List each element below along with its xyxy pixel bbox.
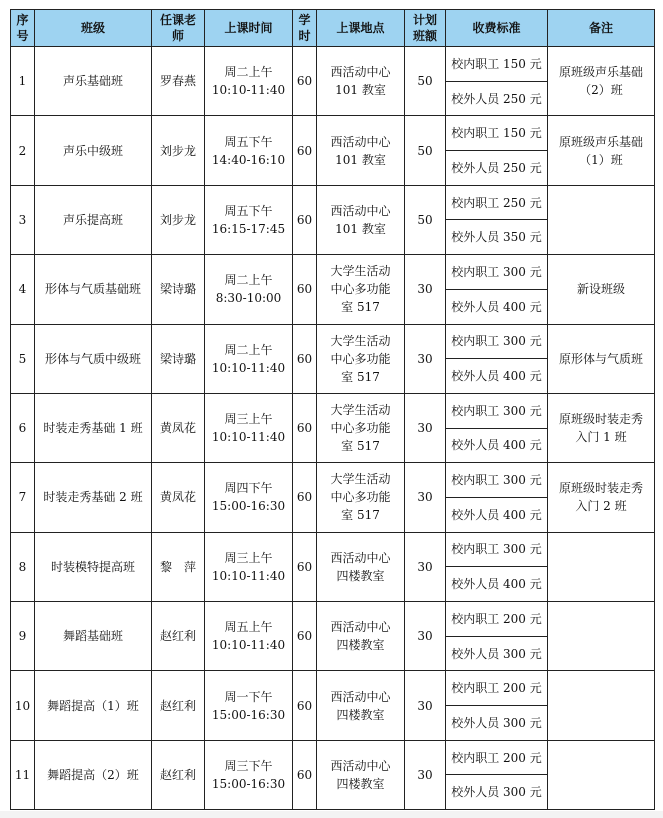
cell-time: 周三上午 10:10-11:40 <box>205 532 293 601</box>
cell-class-name: 舞蹈基础班 <box>35 602 152 671</box>
cell-fee-internal: 校内职工 300 元 <box>446 324 548 359</box>
cell-fee-external: 校外人员 250 元 <box>446 81 548 116</box>
cell-index: 1 <box>11 47 35 116</box>
cell-hours: 60 <box>293 740 317 809</box>
cell-hours: 60 <box>293 255 317 324</box>
cell-location: 西活动中心 四楼教室 <box>317 602 405 671</box>
cell-location: 大学生活动 中心多功能 室 517 <box>317 255 405 324</box>
cell-class-name: 舞蹈提高（2）班 <box>35 740 152 809</box>
cell-quota: 30 <box>405 393 446 462</box>
cell-quota: 30 <box>405 255 446 324</box>
table-row <box>11 463 655 498</box>
cell-quota: 50 <box>405 47 446 116</box>
header-time: 上课时间 <box>205 10 293 47</box>
cell-index: 2 <box>11 116 35 185</box>
cell-remark: 新设班级 <box>548 255 655 324</box>
cell-fee-external: 校外人员 350 元 <box>446 220 548 255</box>
cell-teacher: 赵红利 <box>152 740 205 809</box>
cell-remark: 原形体与气质班 <box>548 324 655 393</box>
cell-index: 10 <box>11 671 35 740</box>
cell-remark: 原班级时装走秀入门 2 班 <box>548 463 655 532</box>
page-bottom-strip <box>0 811 663 818</box>
class-schedule-table <box>10 9 655 810</box>
cell-fee-internal: 校内职工 300 元 <box>446 255 548 290</box>
cell-location: 西活动中心 四楼教室 <box>317 671 405 740</box>
cell-remark <box>548 185 655 254</box>
cell-index: 5 <box>11 324 35 393</box>
cell-fee-external: 校外人员 300 元 <box>446 636 548 671</box>
header-class-name: 班级 <box>35 10 152 47</box>
cell-index: 8 <box>11 532 35 601</box>
cell-teacher: 刘步龙 <box>152 185 205 254</box>
cell-remark: 原班级声乐基础（1）班 <box>548 116 655 185</box>
cell-teacher: 黄凤花 <box>152 463 205 532</box>
cell-class-name: 时装走秀基础 1 班 <box>35 393 152 462</box>
header-hours: 学时 <box>293 10 317 47</box>
header-teacher: 任课老师 <box>152 10 205 47</box>
cell-fee-external: 校外人员 400 元 <box>446 289 548 324</box>
cell-remark: 原班级声乐基础（2）班 <box>548 47 655 116</box>
cell-class-name: 舞蹈提高（1）班 <box>35 671 152 740</box>
table-row <box>11 393 655 428</box>
cell-index: 4 <box>11 255 35 324</box>
cell-remark <box>548 671 655 740</box>
cell-teacher: 黎 萍 <box>152 532 205 601</box>
cell-time: 周二上午 10:10-11:40 <box>205 324 293 393</box>
cell-remark <box>548 740 655 809</box>
cell-teacher: 赵红利 <box>152 602 205 671</box>
cell-hours: 60 <box>293 532 317 601</box>
cell-remark <box>548 602 655 671</box>
cell-quota: 30 <box>405 602 446 671</box>
header-remark: 备注 <box>548 10 655 47</box>
header-index: 序号 <box>11 10 35 47</box>
table-row <box>11 47 655 82</box>
table-row <box>11 255 655 290</box>
cell-time: 周二上午 10:10-11:40 <box>205 47 293 116</box>
cell-hours: 60 <box>293 47 317 116</box>
header-row <box>11 10 655 47</box>
cell-quota: 30 <box>405 463 446 532</box>
cell-class-name: 时装模特提高班 <box>35 532 152 601</box>
table-row <box>11 602 655 637</box>
cell-quota: 30 <box>405 671 446 740</box>
cell-class-name: 声乐提高班 <box>35 185 152 254</box>
cell-fee-external: 校外人员 300 元 <box>446 706 548 741</box>
cell-fee-internal: 校内职工 150 元 <box>446 47 548 82</box>
cell-fee-internal: 校内职工 200 元 <box>446 602 548 637</box>
cell-fee-external: 校外人员 400 元 <box>446 567 548 602</box>
cell-fee-external: 校外人员 300 元 <box>446 775 548 810</box>
cell-quota: 50 <box>405 185 446 254</box>
cell-fee-internal: 校内职工 250 元 <box>446 185 548 220</box>
cell-time: 周五下午 14:40-16:10 <box>205 116 293 185</box>
cell-fee-internal: 校内职工 300 元 <box>446 532 548 567</box>
cell-fee-external: 校外人员 400 元 <box>446 497 548 532</box>
cell-fee-internal: 校内职工 150 元 <box>446 116 548 151</box>
table-body <box>11 47 655 810</box>
cell-class-name: 形体与气质中级班 <box>35 324 152 393</box>
cell-remark <box>548 532 655 601</box>
header-quota: 计划班额 <box>405 10 446 47</box>
cell-teacher: 赵红利 <box>152 671 205 740</box>
cell-quota: 30 <box>405 532 446 601</box>
cell-remark: 原班级时装走秀入门 1 班 <box>548 393 655 462</box>
table-row <box>11 740 655 775</box>
cell-index: 11 <box>11 740 35 809</box>
cell-class-name: 时装走秀基础 2 班 <box>35 463 152 532</box>
cell-time: 周三上午 10:10-11:40 <box>205 393 293 462</box>
cell-hours: 60 <box>293 393 317 462</box>
cell-hours: 60 <box>293 671 317 740</box>
cell-location: 西活动中心 101 教室 <box>317 47 405 116</box>
cell-teacher: 黄凤花 <box>152 393 205 462</box>
page-top-margin <box>0 0 663 8</box>
cell-class-name: 声乐基础班 <box>35 47 152 116</box>
cell-fee-internal: 校内职工 300 元 <box>446 393 548 428</box>
cell-hours: 60 <box>293 324 317 393</box>
table-row <box>11 185 655 220</box>
cell-teacher: 刘步龙 <box>152 116 205 185</box>
cell-class-name: 形体与气质基础班 <box>35 255 152 324</box>
table-row <box>11 532 655 567</box>
cell-time: 周五上午 10:10-11:40 <box>205 602 293 671</box>
cell-quota: 30 <box>405 324 446 393</box>
cell-time: 周四下午 15:00-16:30 <box>205 463 293 532</box>
header-fee: 收费标准 <box>446 10 548 47</box>
cell-location: 西活动中心 101 教室 <box>317 185 405 254</box>
cell-location: 西活动中心 四楼教室 <box>317 532 405 601</box>
cell-hours: 60 <box>293 463 317 532</box>
cell-fee-external: 校外人员 400 元 <box>446 428 548 463</box>
cell-fee-internal: 校内职工 200 元 <box>446 671 548 706</box>
cell-hours: 60 <box>293 185 317 254</box>
cell-quota: 50 <box>405 116 446 185</box>
cell-teacher: 梁诗璐 <box>152 324 205 393</box>
cell-index: 6 <box>11 393 35 462</box>
table-row <box>11 116 655 151</box>
header-location: 上课地点 <box>317 10 405 47</box>
cell-quota: 30 <box>405 740 446 809</box>
cell-teacher: 梁诗璐 <box>152 255 205 324</box>
cell-location: 西活动中心 101 教室 <box>317 116 405 185</box>
cell-location: 西活动中心 四楼教室 <box>317 740 405 809</box>
cell-fee-internal: 校内职工 300 元 <box>446 463 548 498</box>
cell-location: 大学生活动 中心多功能 室 517 <box>317 324 405 393</box>
cell-teacher: 罗春燕 <box>152 47 205 116</box>
cell-hours: 60 <box>293 116 317 185</box>
cell-index: 9 <box>11 602 35 671</box>
cell-index: 3 <box>11 185 35 254</box>
table-row <box>11 671 655 706</box>
cell-class-name: 声乐中级班 <box>35 116 152 185</box>
table-row <box>11 324 655 359</box>
cell-fee-external: 校外人员 400 元 <box>446 359 548 394</box>
cell-fee-internal: 校内职工 200 元 <box>446 740 548 775</box>
cell-index: 7 <box>11 463 35 532</box>
cell-time: 周二上午 8:30-10:00 <box>205 255 293 324</box>
cell-time: 周一下午 15:00-16:30 <box>205 671 293 740</box>
cell-fee-external: 校外人员 250 元 <box>446 151 548 186</box>
cell-hours: 60 <box>293 602 317 671</box>
cell-time: 周五下午 16:15-17:45 <box>205 185 293 254</box>
cell-time: 周三下午 15:00-16:30 <box>205 740 293 809</box>
cell-location: 大学生活动 中心多功能 室 517 <box>317 393 405 462</box>
cell-location: 大学生活动 中心多功能 室 517 <box>317 463 405 532</box>
